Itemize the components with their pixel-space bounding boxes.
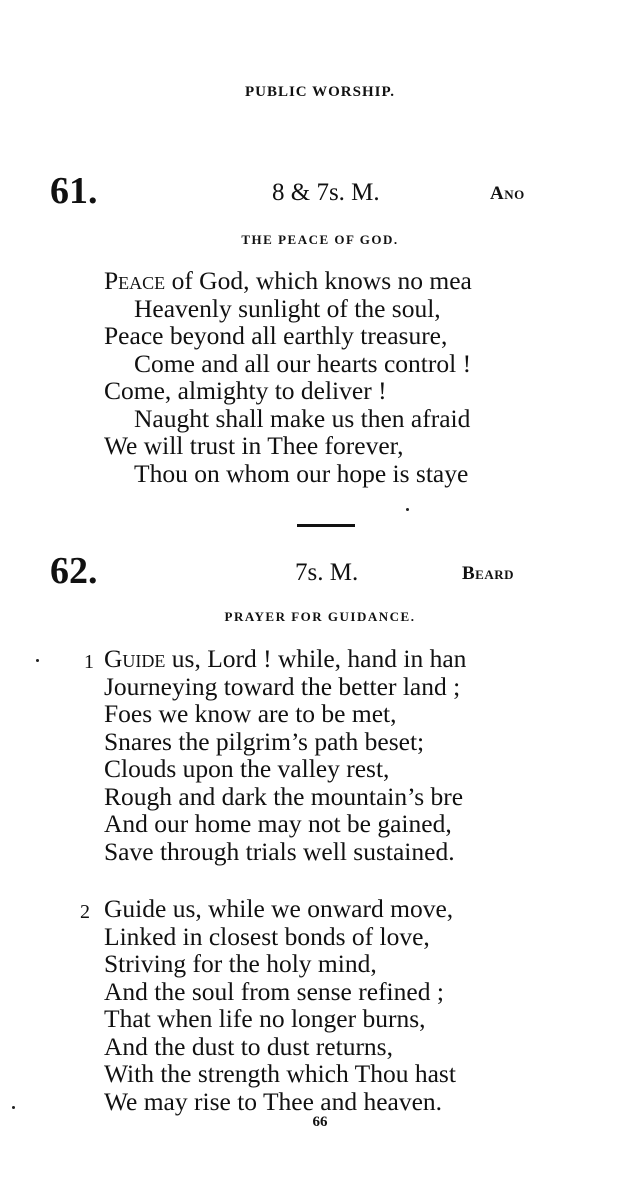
verse-line: We may rise to Thee and heaven. [104, 1087, 443, 1116]
stanza-number: 1 [84, 651, 94, 673]
hymn-title: THE PEACE OF GOD. [241, 232, 399, 247]
verse-line: And our home may not be gained, [104, 809, 452, 838]
print-speck [12, 1106, 15, 1109]
verse-line: Peace beyond all earthly treasure, [104, 321, 448, 350]
section-divider [297, 524, 355, 527]
verse-line: Heavenly sunlight of the soul, [134, 294, 441, 323]
verse-line: And the soul from sense refined ; [104, 977, 444, 1006]
hymn-number: 61. [50, 170, 98, 212]
verse-line: Snares the pilgrim’s path beset; [104, 727, 425, 756]
verse-line: Naught shall make us then afraid [134, 404, 471, 433]
verse-line: Striving for the holy mind, [104, 949, 377, 978]
hymn-meter: 8 & 7s. M. [272, 179, 380, 206]
verse-line [104, 268, 472, 294]
verse-line: Come, almighty to deliver ! [104, 376, 387, 405]
print-speck [36, 659, 39, 662]
verse-line: Linked in closest bonds of love, [104, 922, 430, 951]
hymn-title: PRAYER FOR GUIDANCE. [224, 609, 416, 624]
verse-line: Guide us, while we onward move, [104, 894, 454, 923]
verse-line: Journeying toward the better land ; [104, 672, 461, 701]
print-speck [406, 508, 409, 511]
verse-line: With the strength which Thou hast [104, 1059, 456, 1088]
verse-line-text: us, Lord ! while, hand in han [165, 644, 467, 673]
page-number: 66 [312, 1114, 328, 1130]
stanza-number: 2 [80, 901, 90, 923]
verse-line: We will trust in Thee forever, [104, 431, 404, 460]
verse-first-word: Guide [104, 644, 166, 673]
verse-line: Save through trials well sustained. [104, 837, 455, 866]
verse-first-word: Peace [104, 266, 166, 295]
verse-line: That when life no longer burns, [104, 1004, 426, 1033]
verse-line [104, 646, 466, 672]
verse-line: Come and all our hearts control ! [134, 349, 472, 378]
hymn-tune: Beard [462, 563, 515, 584]
verse-line: Clouds upon the valley rest, [104, 754, 390, 783]
verse-line: Foes we know are to be met, [104, 699, 397, 728]
hymn-number: 62. [50, 550, 98, 592]
hymn-meter: 7s. M. [295, 559, 359, 586]
verse-line: Rough and dark the mountain’s bre [104, 782, 464, 811]
verse-line: Thou on whom our hope is staye [134, 459, 469, 488]
hymn-tune: Ano [490, 183, 525, 204]
verse-line-text: of God, which knows no mea [165, 266, 472, 295]
running-head: PUBLIC WORSHIP. [244, 84, 396, 100]
verse-line: And the dust to dust returns, [104, 1032, 393, 1061]
